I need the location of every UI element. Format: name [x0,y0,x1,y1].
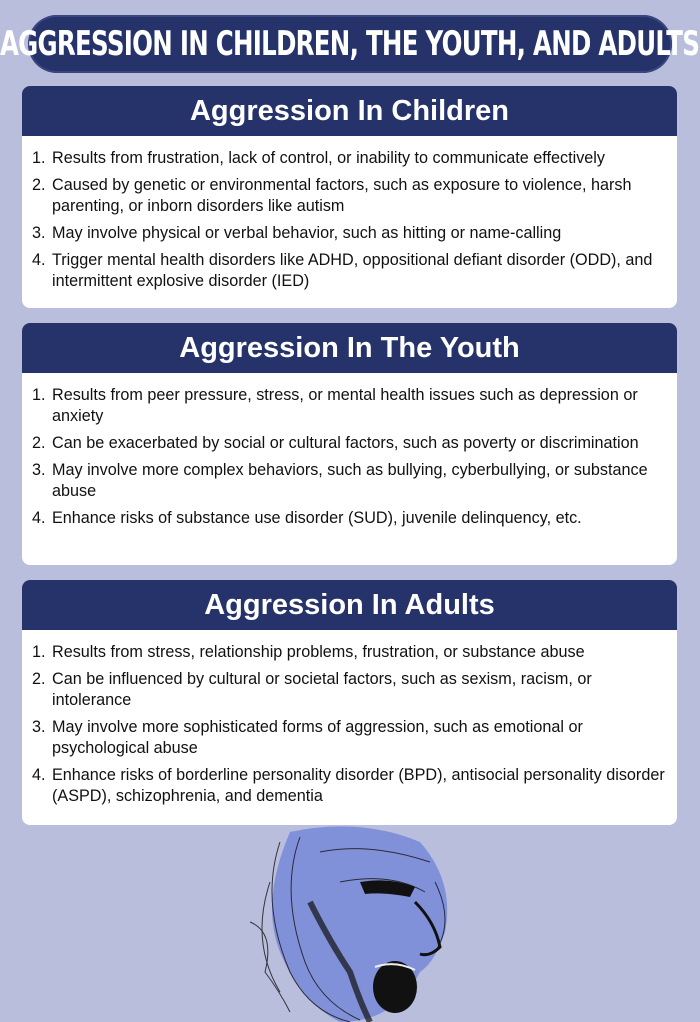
section-list [32,148,669,292]
main-title-banner [0,15,700,73]
list-item [32,148,669,169]
section-heading: Aggression In Children [22,86,677,136]
item-text: Results from peer pressure, stress, or mental health issues such as depression or anxiety [52,386,638,425]
list-item [32,385,669,427]
item-text: Enhance risks of borderline personality disorder (BPD), antisocial personality disorder (ASPD), schizophrenia, and dementia [52,766,665,805]
item-text: Enhance risks of substance use disorder (SUD), juvenile delinquency, etc. [52,509,582,527]
section-heading: Aggression In The Youth [22,323,677,373]
list-item [32,669,669,711]
item-text: May involve physical or verbal behavior, such as hitting or name-calling [52,224,562,242]
main-title: AGGRESSION IN CHILDREN, THE YOUTH, AND ADULTS [0,24,700,64]
item-text: Trigger mental health disorders like ADHD, oppositional defiant disorder (ODD), and intermittent explosive disorder (IED) [52,251,653,290]
item-number: 1. [32,643,46,661]
section-card-children [22,86,677,308]
list-item [32,717,669,759]
section-card-youth [22,323,677,565]
item-text: May involve more complex behaviors, such as bullying, cyberbullying, or substance abuse [52,461,648,500]
item-text: Can be influenced by cultural or societal factors, such as sexism, racism, or intolerance [52,670,592,709]
item-number: 2. [32,176,46,194]
item-number: 4. [32,251,46,269]
screaming-face-illustration [220,822,480,1022]
item-text: Can be exacerbated by social or cultural factors, such as poverty or discrimination [52,434,639,452]
item-text: Results from frustration, lack of control, or inability to communicate effectively [52,149,605,167]
section-list [32,642,669,807]
list-item [32,433,669,454]
section-list [32,385,669,529]
item-number: 3. [32,461,46,479]
item-text: May involve more sophisticated forms of aggression, such as emotional or psychological abuse [52,718,583,757]
item-number: 1. [32,386,46,404]
section-heading: Aggression In Adults [22,580,677,630]
list-item [32,508,669,529]
item-number: 2. [32,670,46,688]
item-number: 4. [32,766,46,784]
item-number: 1. [32,149,46,167]
list-item [32,223,669,244]
item-number: 4. [32,509,46,527]
list-item [32,175,669,217]
item-text: Results from stress, relationship problems, frustration, or substance abuse [52,643,585,661]
list-item [32,250,669,292]
item-number: 2. [32,434,46,452]
item-number: 3. [32,718,46,736]
section-card-adults [22,580,677,825]
list-item [32,642,669,663]
item-text: Caused by genetic or environmental factors, such as exposure to violence, harsh parenting, or inborn disorders like autism [52,176,632,215]
list-item [32,765,669,807]
list-item [32,460,669,502]
item-number: 3. [32,224,46,242]
